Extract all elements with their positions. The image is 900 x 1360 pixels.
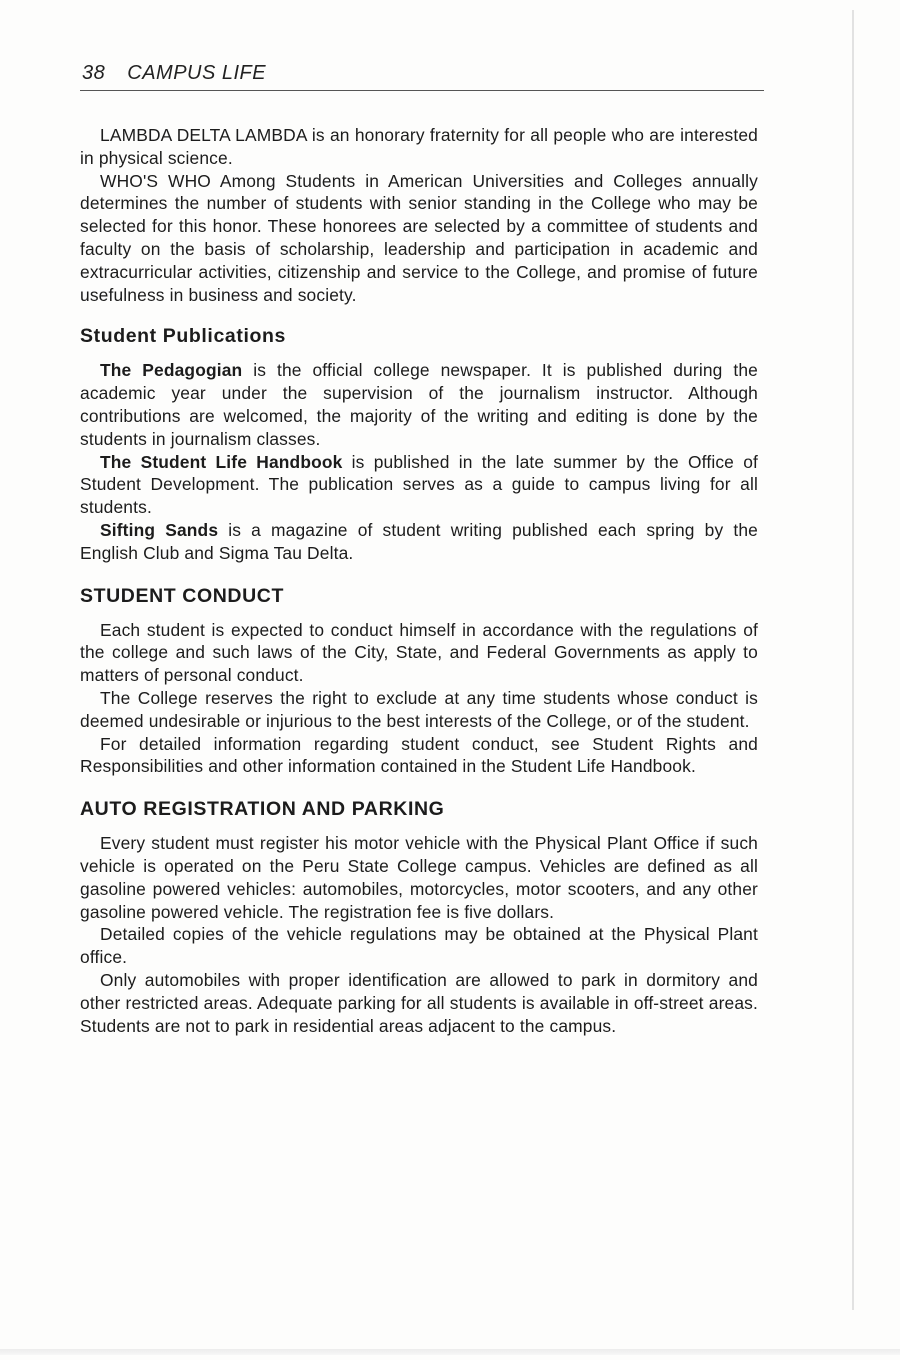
- title-sifting-sands: Sifting Sands: [100, 519, 219, 540]
- page-body: [80, 124, 758, 1037]
- paragraph-whos-who: WHO'S WHO Among Students in American Universities and Colleges annually determines the number of students with senior standing in the College who may be selected for this honor. These honorees are selected by a committee of students and faculty on the basis of scholarship, leadership and participation in academic and extracurricular activities, citizenship and service to the College, and promise of future usefulness in business and society.: [80, 170, 758, 305]
- paragraph-sifting-sands: [80, 519, 758, 565]
- running-header: [82, 62, 762, 85]
- title-student-life-handbook: The Student Life Handbook: [100, 451, 343, 472]
- text-pedagogian: is the official college newspaper. It is published during the academic year under the supervision of the journalism instructor. Although contributions are welcomed, the majority of the writing and editing is done by the students in journalism classes.: [80, 360, 758, 449]
- paragraph-pedagogian: [80, 359, 758, 450]
- heading-student-conduct: STUDENT CONDUCT: [80, 584, 284, 607]
- paragraph-conduct-details: For detailed information regarding student conduct, see Student Rights and Responsibilities and other information contained in the Student Life Handbook.: [80, 733, 758, 777]
- paragraph-conduct-expectations: Each student is expected to conduct himself in accordance with the regulations of the college and such laws of the City, State, and Federal Governments as apply to matters of personal conduct.: [80, 619, 758, 686]
- paragraph-vehicle-registration: Every student must register his motor vehicle with the Physical Plant Office if such vehicle is operated on the Peru State College campus. Vehicles are defined as all gasoline powered vehicles: automobiles, motorcycles, motor scooters, and any other gasoline powered vehicle. The registration fee is five dollars.: [80, 833, 758, 922]
- header-rule: [80, 90, 764, 91]
- paragraph-parking-areas: Only automobiles with proper identification are allowed to park in dormitory and other restricted areas. Adequate parking for all students is available in off-street areas. Students are not to park in residential areas adjacent to the campus.: [80, 969, 758, 1036]
- heading-auto-registration: AUTO REGISTRATION AND PARKING: [80, 798, 445, 821]
- running-title: CAMPUS LIFE: [127, 62, 267, 84]
- page-edge-shadow: [852, 10, 854, 1310]
- paragraph-student-life-handbook: [80, 451, 758, 519]
- page-number: 38: [82, 62, 106, 84]
- paragraph-conduct-exclusion: The College reserves the right to exclude at any time students whose conduct is deemed undesirable or injurious to the best interests of the College, or of the student.: [80, 687, 758, 731]
- paragraph-vehicle-regulations: Detailed copies of the vehicle regulations may be obtained at the Physical Plant office.: [80, 924, 758, 968]
- paragraph-lambda-delta-lambda: LAMBDA DELTA LAMBDA is an honorary fraternity for all people who are interested in physical science.: [80, 125, 758, 168]
- text-student-life-handbook: is published in the late summer by the Office of Student Development. The publication serves as a guide to campus living for all students.: [80, 451, 758, 518]
- title-pedagogian: The Pedagogian: [100, 360, 243, 381]
- page-bottom-shadow: [0, 1349, 900, 1355]
- heading-student-publications: Student Publications: [80, 325, 286, 348]
- text-sifting-sands: is a magazine of student writing published each spring by the English Club and Sigma Tau Delta.: [80, 519, 759, 563]
